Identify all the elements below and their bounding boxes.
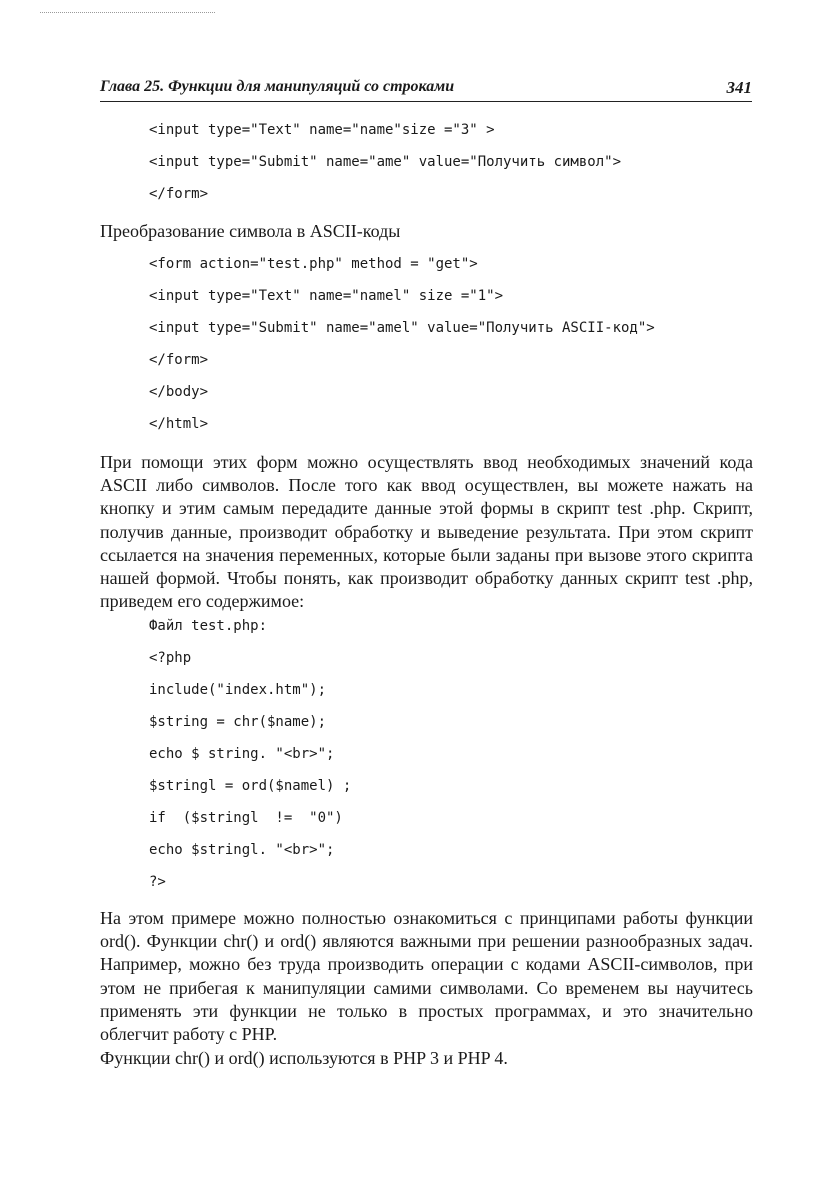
code-line: <form action="test.php" method = "get">	[149, 256, 478, 272]
page-number: 341	[726, 78, 752, 97]
code-line: </html>	[149, 416, 209, 432]
code-line: <input type="Text" name="name"size ="3" >	[149, 122, 495, 138]
scan-artifact	[40, 12, 215, 15]
code-line: Файл test.php:	[149, 618, 268, 634]
section-heading: Преобразование символа в ASCII-коды	[100, 221, 401, 241]
page-header	[100, 78, 752, 100]
code-line: ?>	[149, 874, 166, 890]
code-line: <?php	[149, 650, 192, 666]
header-divider	[100, 101, 752, 102]
code-line: if ($stringl != "0")	[149, 810, 343, 826]
body-paragraph: При помощи этих форм можно осуществлять ввод необходимых значений кода ASCII либо символов. После того как ввод осуществлен, вы можете нажать на кнопку и этим самым передадите данные этой формы в скрипт test .php. Скрипт, получив данные, производит обработку и выведение результата. При этом скрипт ссылается на значения переменных, которые были заданы при вызове этого скрипта нашей формой. Чтобы понять, как производит обработку данных скрипт test .php, приведем его содержимое:	[100, 452, 753, 612]
code-line: $string = chr($name);	[149, 714, 327, 730]
code-line: <input type="Text" name="namel" size ="1">	[149, 288, 504, 304]
code-line: </form>	[149, 352, 209, 368]
code-line: echo $stringl. "<br>";	[149, 842, 335, 858]
code-line: <input type="Submit" name="ame" value="Получить символ">	[149, 154, 622, 170]
code-line: </form>	[149, 186, 209, 202]
body-paragraph: Функции chr() и ord() используются в PHP 3 и PHP 4.	[100, 1048, 508, 1068]
chapter-title: Глава 25. Функции для манипуляций со строками	[100, 78, 455, 95]
code-line: <input type="Submit" name="amel" value="Получить ASCII-код">	[149, 320, 655, 336]
code-line: $stringl = ord($namel) ;	[149, 778, 352, 794]
body-paragraph: На этом примере можно полностью ознакомиться с принципами работы функции ord(). Функции chr() и ord() являются важными при решении разнообразных задач. Например, можно без труда производить операции с кодами ASCII-символов, при этом не прибегая к манипуляции самими символами. Со временем вы научитесь применять эти функции не только в простых программах, и это значительно облегчит работу с PHP.	[100, 908, 753, 1045]
code-line: echo $ string. "<br>";	[149, 746, 335, 762]
code-line: </body>	[149, 384, 209, 400]
code-line: include("index.htm");	[149, 682, 327, 698]
